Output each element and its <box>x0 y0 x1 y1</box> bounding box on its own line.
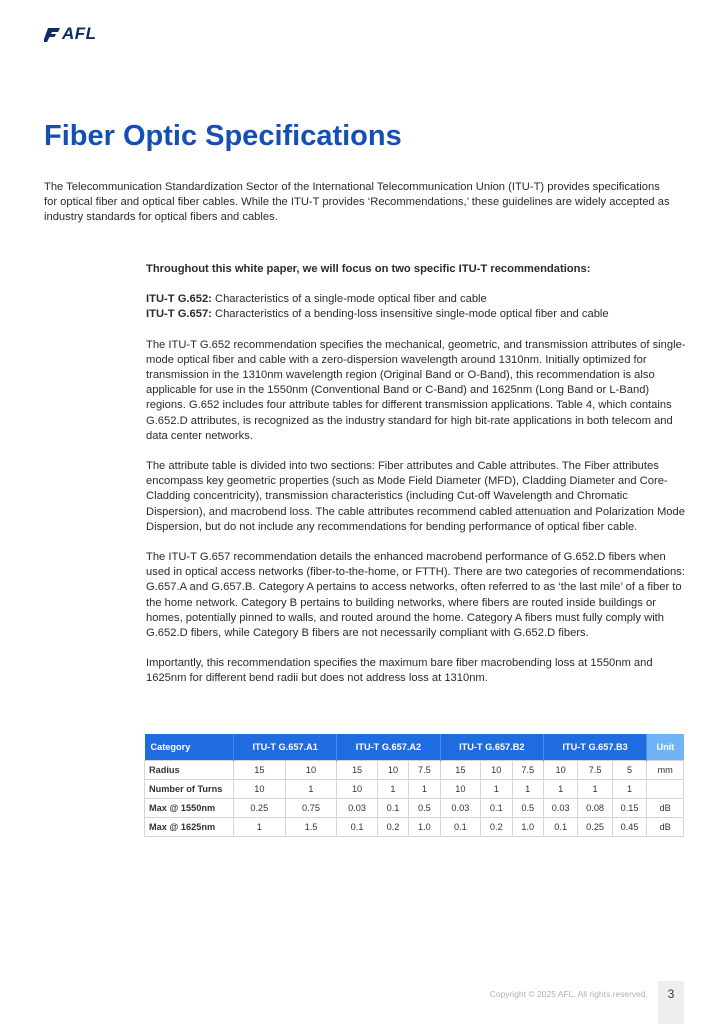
table-cell: 0.08 <box>578 799 612 818</box>
table-cell: 10 <box>543 761 577 780</box>
g657-spec-table <box>144 734 684 837</box>
table-cell: dB <box>647 799 684 818</box>
main-content <box>146 262 686 702</box>
row-label: Max @ 1550nm <box>145 799 234 818</box>
table-cell: 0.5 <box>512 799 543 818</box>
table-cell: 1.0 <box>409 818 440 837</box>
table-cell: 7.5 <box>409 761 440 780</box>
row-label: Number of Turns <box>145 780 234 799</box>
table-cell: 0.1 <box>377 799 408 818</box>
rec2-label: ITU-T G.657: <box>146 308 212 321</box>
macrobend-paragraph: Importantly, this recommendation specifies the maximum bare fiber macrobending loss at 1550nm and 1625nm for different bend radii but does not address loss at 1310nm. <box>146 657 653 685</box>
header-g657-b3: ITU-T G.657.B3 <box>543 734 646 761</box>
intro-paragraph: The Telecommunication Standardization Sector of the International Telecommunication Union (ITU-T) provides specifications for optical fiber and optical fiber cables. While the ITU-T provides ‘Recommendations,’ these guidelines are widely accepted as industry standards for optical fibers and cables. <box>44 181 670 224</box>
header-category: Category <box>145 734 234 761</box>
copyright-text: Copyright © 2025 AFL. All rights reserved. <box>489 989 648 999</box>
table-cell: 0.1 <box>440 818 480 837</box>
table-cell: 1 <box>234 818 286 837</box>
table-cell: 7.5 <box>512 761 543 780</box>
table-cell: 1 <box>285 780 337 799</box>
table-row <box>145 818 684 837</box>
attribute-table-paragraph: The attribute table is divided into two sections: Fiber attributes and Cable attributes. The Fiber attributes encompass key geometric properties (such as Mode Field Diameter (MFD), Cladding Diameter and Core-Cladding concentricity), transmission characteristics (including Cut-off Wavelength and Chromatic Dispersion), and macrobend loss. The cable attributes recommend cabled attenuation and Polarization Mode Dispersion, but do not include any recommendations for bending performance of optical fiber cable. <box>146 460 685 533</box>
row-label: Max @ 1625nm <box>145 818 234 837</box>
afl-logo-icon <box>44 27 60 42</box>
table-cell: 0.45 <box>612 818 646 837</box>
table-cell: 15 <box>337 761 377 780</box>
afl-logo <box>44 24 97 44</box>
table-row <box>145 780 684 799</box>
table-cell: 0.1 <box>543 818 577 837</box>
table-cell: 1 <box>578 780 612 799</box>
table-cell: 1 <box>512 780 543 799</box>
table-cell: 10 <box>481 761 512 780</box>
rec1-label: ITU-T G.652: <box>146 293 212 306</box>
page-number-box <box>658 981 684 1024</box>
table-row <box>145 799 684 818</box>
table-cell: 15 <box>234 761 286 780</box>
lead-sentence: Throughout this white paper, we will focus on two specific ITU-T recommendations: <box>146 263 591 275</box>
table-cell: 0.03 <box>440 799 480 818</box>
table-cell: 0.1 <box>481 799 512 818</box>
rec1-text: Characteristics of a single-mode optical fiber and cable <box>211 293 487 306</box>
table-cell: 10 <box>234 780 286 799</box>
table-cell: 0.1 <box>337 818 377 837</box>
table-cell: 1 <box>612 780 646 799</box>
table-cell: 1 <box>543 780 577 799</box>
table-cell: 10 <box>377 761 408 780</box>
table-cell: 1 <box>409 780 440 799</box>
header-g657-b2: ITU-T G.657.B2 <box>440 734 543 761</box>
header-unit: Unit <box>647 734 684 761</box>
table-cell: 10 <box>440 780 480 799</box>
table-cell: 15 <box>440 761 480 780</box>
table-header-row <box>145 734 684 761</box>
table-cell: 7.5 <box>578 761 612 780</box>
g652-paragraph: The ITU-T G.652 recommendation specifies the mechanical, geometric, and transmission attributes of single-mode optical fiber and cable with a zero-dispersion wavelength around 1310nm. Initially optimized for transmission in the 1310nm wavelength region (Original Band or O-Band), this recommendation is also applicable for use in the 1550nm (Conventional Band or C-Band) and 1625nm (Long Band or L-Band) regions. G.652 includes four attribute tables for different transmission applications. Table 4, which contains G.652.D attributes, is recognized as the industry standard for high bit-rate applications in both telecom and data center networks. <box>146 338 686 442</box>
table-cell: 0.2 <box>481 818 512 837</box>
g657-paragraph: The ITU-T G.657 recommendation details the enhanced macrobend performance of G.652.D fibers when used in optical access networks (fiber-to-the-home, or FTTH). There are two categories of recommendations: G.657.A and G.657.B. Category A pertains to access networks, often referred to as ‘the last mile’ of a fiber to the home network. Category B pertains to building networks, where fibers are routed inside buildings or homes, potentially pinned to walls, and routed around the home. Category A fibers must fully comply with G.652.D fibers, while Category B fibers are not necessarily compliant with G.652.D fibers. <box>146 551 685 640</box>
recommendations-list <box>146 292 686 322</box>
page-number: 3 <box>667 987 675 1001</box>
table-cell: 0.2 <box>377 818 408 837</box>
header-g657-a1: ITU-T G.657.A1 <box>234 734 337 761</box>
table-cell: 0.25 <box>578 818 612 837</box>
page-title: Fiber Optic Specifications <box>44 120 402 152</box>
row-label: Radius <box>145 761 234 780</box>
table-cell: 0.03 <box>543 799 577 818</box>
table-cell: 0.15 <box>612 799 646 818</box>
table-row <box>145 761 684 780</box>
table-cell <box>647 780 684 799</box>
table-cell: 10 <box>285 761 337 780</box>
table-cell: 1 <box>377 780 408 799</box>
table-cell: dB <box>647 818 684 837</box>
table-cell: 1 <box>481 780 512 799</box>
table-cell: mm <box>647 761 684 780</box>
table-cell: 5 <box>612 761 646 780</box>
rec2-text: Characteristics of a bending-loss insensitive single-mode optical fiber and cable <box>211 308 609 321</box>
table-cell: 0.75 <box>285 799 337 818</box>
header-g657-a2: ITU-T G.657.A2 <box>337 734 440 761</box>
table-cell: 1.0 <box>512 818 543 837</box>
table-cell: 1.5 <box>285 818 337 837</box>
table-cell: 0.25 <box>234 799 286 818</box>
table-cell: 0.03 <box>337 799 377 818</box>
table-cell: 10 <box>337 780 377 799</box>
table-cell: 0.5 <box>409 799 440 818</box>
logo-text: AFL <box>62 24 97 43</box>
